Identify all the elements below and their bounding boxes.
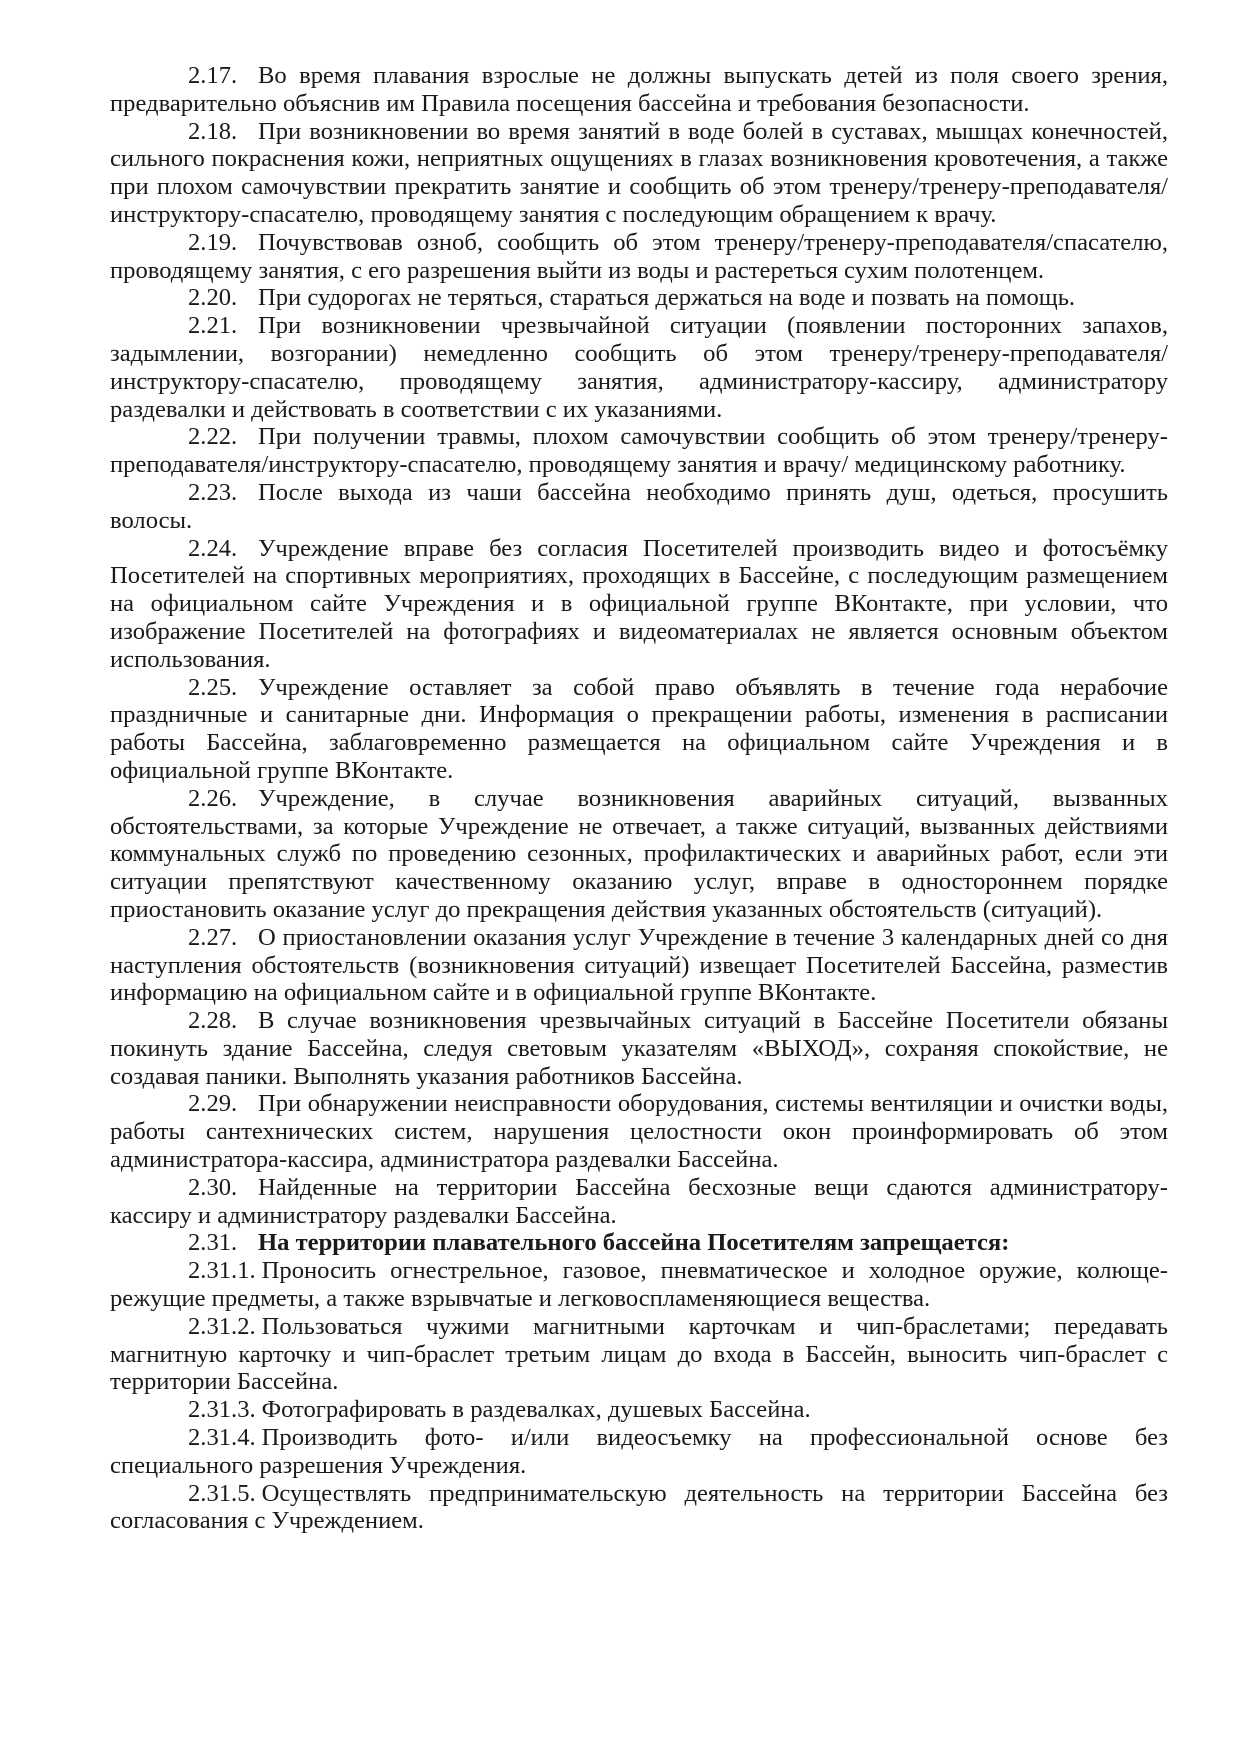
paragraph-2-22 <box>110 423 1168 479</box>
clause-text: Во время плавания взрослые не должны выпускать детей из поля своего зрения, предварительно объяснив им Правила посещения бассейна и требования безопасности. <box>110 62 1168 117</box>
paragraph-2-21 <box>110 312 1168 423</box>
paragraph-2-31-5 <box>110 1480 1168 1536</box>
paragraph-2-27 <box>110 924 1168 1007</box>
clause-text: Производить фото- и/или видеосъемку на профессиональной основе без специального разрешения Учреждения. <box>110 1424 1168 1479</box>
clause-number: 2.30. <box>188 1173 238 1201</box>
clause-number: 2.18. <box>188 117 238 145</box>
clause-number: 2.19. <box>188 228 238 256</box>
section-heading: На территории плавательного бассейна Посетителям запрещается: <box>258 1229 1010 1257</box>
clause-number: 2.20. <box>188 284 238 312</box>
clause-text: При возникновении во время занятий в воде болей в суставах, мышцах конечностей, сильного покраснения кожи, неприятных ощущениях в глазах возникновения кровотечения, а также при плохом самочувствии прекратить занятие и сообщить об этом тренеру/тренеру-преподавателя/инструктору-спасателю, проводящему занятия с последующим обращением к врачу. <box>110 117 1168 228</box>
clause-number: 2.27. <box>188 923 238 951</box>
clause-number: 2.23. <box>188 478 238 506</box>
clause-text: Найденные на территории Бассейна бесхозные вещи сдаются администратору-кассиру и администратору раздевалки Бассейна. <box>110 1173 1168 1229</box>
paragraph-2-18 <box>110 118 1168 229</box>
paragraph-2-31-1 <box>110 1257 1168 1313</box>
document-page <box>110 62 1168 1535</box>
clause-number: 2.31. <box>188 1229 238 1257</box>
paragraph-2-19 <box>110 229 1168 285</box>
clause-text: О приостановлении оказания услуг Учреждение в течение 3 календарных дней со дня наступления обстоятельств (возникновения ситуаций) извещает Посетителей Бассейна, разместив информацию на официальном сайте и в официальной группе ВКонтакте. <box>110 923 1168 1007</box>
clause-number: 2.21. <box>188 312 238 340</box>
paragraph-2-20 <box>110 284 1168 312</box>
paragraph-2-23 <box>110 479 1168 535</box>
paragraph-2-24 <box>110 535 1168 674</box>
clause-text: Учреждение оставляет за собой право объявлять в течение года нерабочие праздничные и санитарные дни. Информация о прекращении работы, изменения в расписании работы Бассейна, заблаговременно размещается на официальном сайте Учреждения и в официальной группе ВКонтакте. <box>110 673 1168 784</box>
paragraph-2-28 <box>110 1007 1168 1090</box>
paragraph-2-25 <box>110 674 1168 785</box>
clause-text: Пользоваться чужими магнитными карточкам и чип-браслетами; передавать магнитную карточку и чип-браслет третьим лицам до входа в Бассейн, выносить чип-браслет с территории Бассейна. <box>110 1312 1168 1396</box>
paragraph-2-31-4 <box>110 1424 1168 1480</box>
clause-text: Осуществлять предпринимательскую деятельность на территории Бассейна без согласования с Учреждением. <box>110 1479 1168 1535</box>
clause-text: При возникновении чрезвычайной ситуации (появлении посторонних запахов, задымлении, возгорании) немедленно сообщить об этом тренеру/тренеру-преподавателя/инструктору-спасателю, проводящему занятия, администратору-кассиру, администратору раздевалки и действовать в соответствии с их указаниями. <box>110 312 1168 423</box>
paragraph-2-31-2 <box>110 1313 1168 1396</box>
clause-number: 2.31.2. <box>188 1312 256 1340</box>
clause-number: 2.26. <box>188 784 238 812</box>
paragraph-2-29 <box>110 1090 1168 1173</box>
paragraph-2-31-3 <box>110 1396 1168 1424</box>
clause-number: 2.29. <box>188 1090 238 1118</box>
clause-number: 2.31.1. <box>188 1257 256 1285</box>
paragraph-2-17 <box>110 62 1168 118</box>
paragraph-2-30 <box>110 1174 1168 1230</box>
paragraph-2-26 <box>110 785 1168 924</box>
clause-number: 2.24. <box>188 534 238 562</box>
paragraph-2-31 <box>110 1229 1168 1257</box>
clause-number: 2.31.4. <box>188 1424 256 1452</box>
clause-text: Учреждение, в случае возникновения аварийных ситуаций, вызванных обстоятельствами, за которые Учреждение не отвечает, а также ситуаций, вызванных действиями коммунальных служб по проведению сезонных, профилактических и аварийных работ, если эти ситуации препятствуют качественному оказанию услуг, вправе в одностороннем порядке приостановить оказание услуг до прекращения действия указанных обстоятельств (ситуаций). <box>110 784 1168 923</box>
clause-number: 2.28. <box>188 1007 238 1035</box>
clause-text: При получении травмы, плохом самочувствии сообщить об этом тренеру/тренеру-преподавателя/инструктору-спасателю, проводящему занятия и врачу/ медицинскому работнику. <box>110 423 1168 479</box>
clause-number: 2.31.3. <box>188 1396 256 1424</box>
clause-number: 2.25. <box>188 673 238 701</box>
clause-text: При судорогах не теряться, стараться держаться на воде и позвать на помощь. <box>258 284 1076 312</box>
clause-text: При обнаружении неисправности оборудования, системы вентиляции и очистки воды, работы сантехнических систем, нарушения целостности окон проинформировать об этом администратора-кассира, администратора раздевалки Бассейна. <box>110 1090 1168 1174</box>
clause-text: Учреждение вправе без согласия Посетителей производить видео и фотосъёмку Посетителей на спортивных мероприятиях, проходящих в Бассейне, с последующим размещением на официальном сайте Учреждения и в официальной группе ВКонтакте, при условии, что изображение Посетителей на фотографиях и видеоматериалах не является основным объектом использования. <box>110 534 1168 673</box>
clause-text: В случае возникновения чрезвычайных ситуаций в Бассейне Посетители обязаны покинуть здание Бассейна, следуя световым указателям «ВЫХОД», сохраняя спокойствие, не создавая паники. Выполнять указания работников Бассейна. <box>110 1007 1168 1090</box>
clause-text: Проносить огнестрельное, газовое, пневматическое и холодное оружие, колюще-режущие предметы, а также взрывчатые и легковоспламеняющиеся вещества. <box>110 1257 1168 1313</box>
clause-number: 2.17. <box>188 62 238 89</box>
clause-number: 2.31.5. <box>188 1479 256 1507</box>
clause-text: Почувствовав озноб, сообщить об этом тренеру/тренеру-преподавателя/спасателю, проводящему занятия, с его разрешения выйти из воды и растереться сухим полотенцем. <box>110 228 1168 284</box>
clause-text: Фотографировать в раздевалках, душевых Бассейна. <box>261 1396 811 1424</box>
clause-number: 2.22. <box>188 423 238 451</box>
clause-text: После выхода из чаши бассейна необходимо принять душ, одеться, просушить волосы. <box>110 478 1168 534</box>
